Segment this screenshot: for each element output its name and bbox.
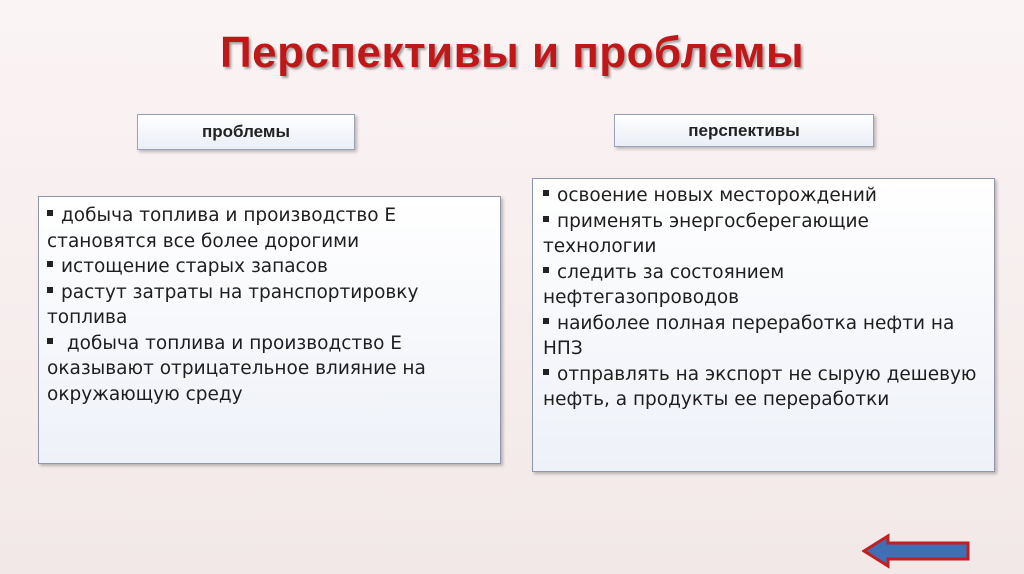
list-item-text: добыча топлива и производство Е оказывают отрицательное влияние на окружающую среду: [47, 332, 426, 405]
problems-label-text: проблемы: [201, 122, 290, 141]
list-item: [543, 311, 986, 362]
list-item-text: освоение новых месторождений: [557, 185, 877, 206]
list-item: [543, 183, 986, 209]
list-item-text: следить за состоянием нефтегазопроводов: [543, 261, 785, 308]
bullet-icon: [543, 216, 549, 222]
list-item: [47, 203, 492, 254]
list-item: [47, 280, 492, 331]
list-item-text: применять энергосберегающие технологии: [543, 210, 869, 257]
prospects-label-text: перспективы: [688, 120, 800, 140]
list-item-text: отправлять на экспорт не сырую дешевую нефть, а продукты ее переработки: [543, 363, 977, 410]
arrow-left-icon: [862, 533, 972, 569]
list-item: [543, 260, 986, 311]
list-item-text: наиболее полная переработка нефти на НПЗ: [543, 312, 955, 359]
bullet-icon: [47, 261, 53, 267]
list-item: [543, 209, 986, 260]
problems-label: [137, 114, 355, 150]
bullet-icon: [47, 287, 53, 293]
page-title: Перспективы и проблемы: [219, 28, 805, 77]
bullet-icon: [543, 369, 549, 375]
bullet-icon: [543, 318, 549, 324]
list-item-text: растут затраты на транспортировку топлива: [47, 281, 419, 328]
list-item-text: добыча топлива и производство Е становятся все более дорогими: [47, 205, 397, 252]
list-item-text: истощение старых запасов: [61, 256, 328, 277]
prospects-list: [532, 178, 995, 472]
problems-list: [38, 196, 501, 464]
list-item: [543, 362, 986, 413]
list-item: [47, 331, 492, 408]
back-button[interactable]: [862, 533, 972, 569]
prospects-label: [614, 114, 874, 147]
bullet-icon: [47, 338, 53, 344]
bullet-icon: [47, 210, 53, 216]
bullet-icon: [543, 190, 549, 196]
list-item: [47, 254, 492, 280]
bullet-icon: [543, 267, 549, 273]
